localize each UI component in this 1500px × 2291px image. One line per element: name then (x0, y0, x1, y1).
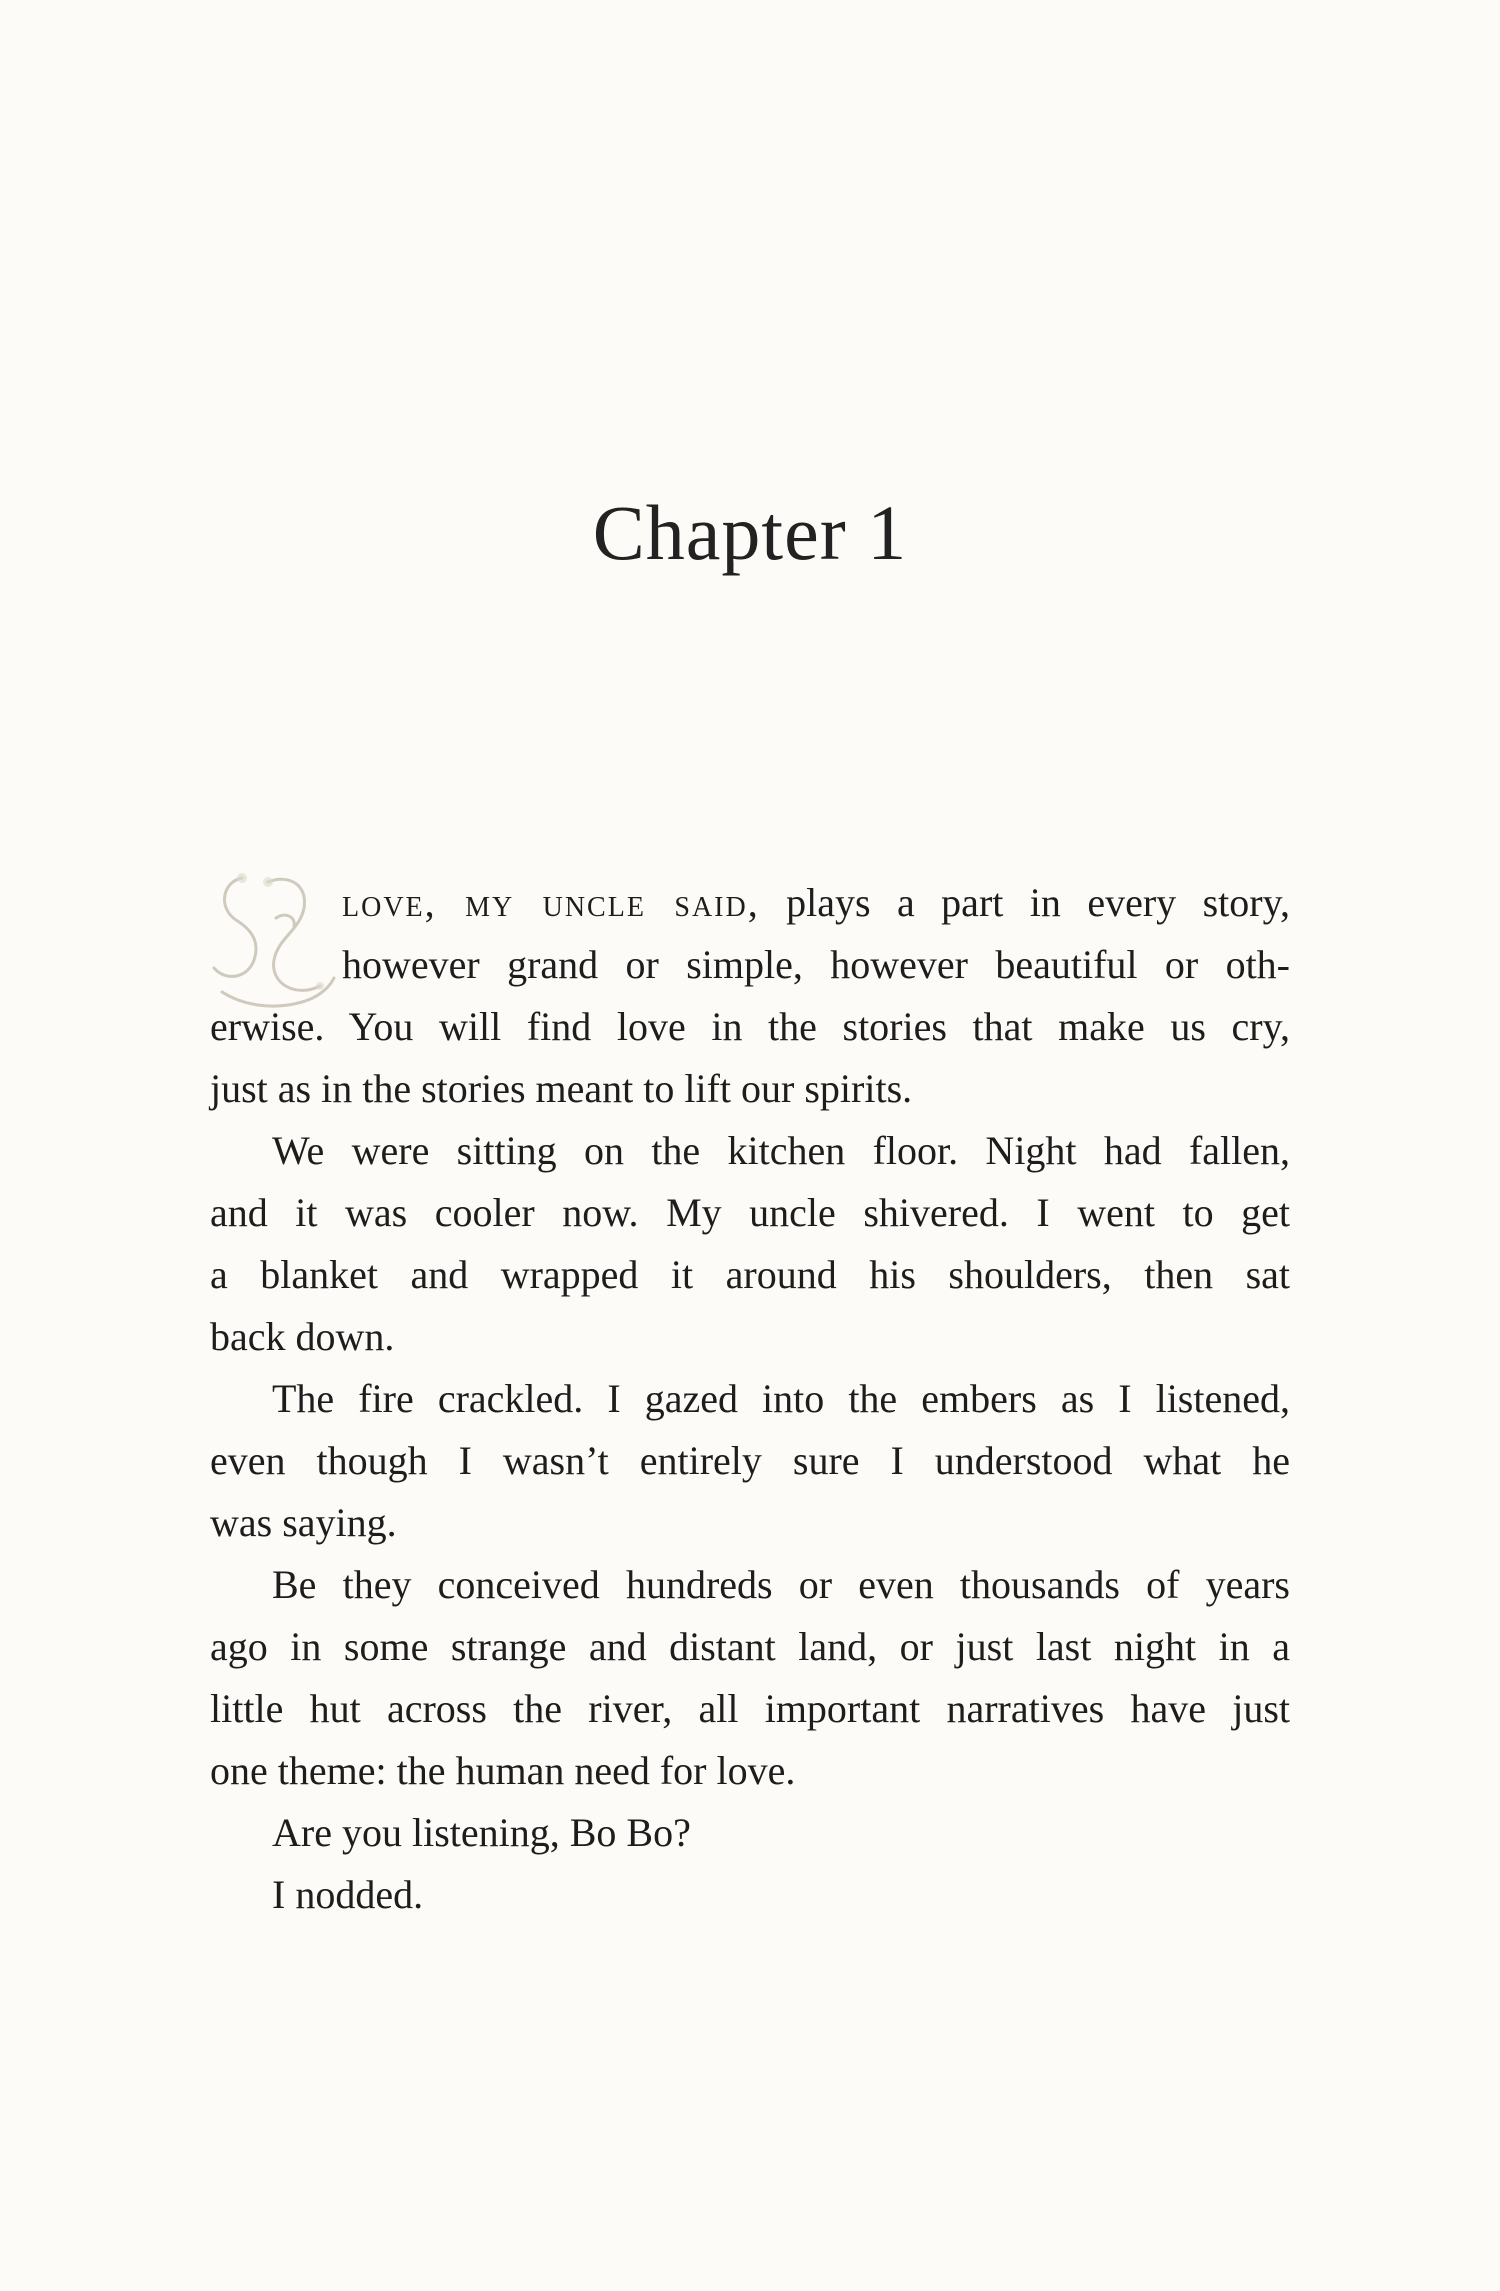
text-line: We were sitting on the kitchen floor. Night had fallen, (272, 1128, 1290, 1173)
paragraph (210, 1368, 1290, 1554)
paragraph (210, 1120, 1290, 1368)
text-line: erwise. You will find love in the stories that make us cry, (210, 1004, 1290, 1049)
text-line: little hut across the river, all important narratives have just (210, 1686, 1290, 1731)
text-line: The fire crackled. I gazed into the embers as I listened, (272, 1376, 1290, 1421)
text-line: back down. (210, 1314, 395, 1359)
text-line: ago in some strange and distant land, or just last night in a (210, 1624, 1290, 1669)
text-line: was saying. (210, 1500, 397, 1545)
paragraph (210, 1802, 1290, 1864)
text-line: Are you listening, Bo Bo? (272, 1810, 691, 1855)
text-line: and it was cooler now. My uncle shivered. I went to get (210, 1190, 1290, 1235)
text-line: one theme: the human need for love. (210, 1748, 796, 1793)
text-line: a blanket and wrapped it around his shoulders, then sat (210, 1252, 1290, 1297)
text-line: even though I wasn’t entirely sure I understood what he (210, 1438, 1290, 1483)
text-line: I nodded. (272, 1872, 424, 1917)
text-line: however grand or simple, however beautiful or oth- (342, 942, 1290, 987)
paragraph (210, 1554, 1290, 1802)
text-line: just as in the stories meant to lift our spirits. (210, 1066, 913, 1111)
text-line: love, my uncle said, plays a part in every story, (342, 880, 1290, 925)
paragraph (210, 872, 1290, 1120)
text-line: Be they conceived hundreds or even thousands of years (272, 1562, 1290, 1607)
opening-small-caps: love, my uncle said, (342, 880, 760, 925)
chapter-body-text (210, 872, 1290, 1926)
chapter-title: Chapter 1 (592, 489, 908, 576)
paragraph (210, 1864, 1290, 1926)
